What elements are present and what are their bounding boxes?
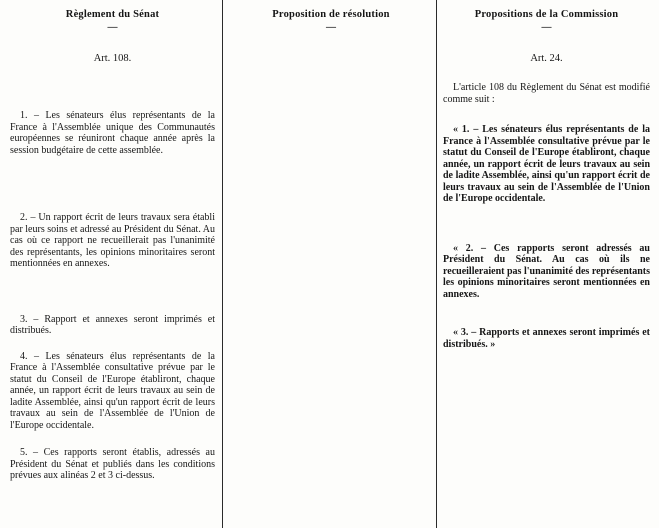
column-divider-right — [436, 0, 437, 528]
paragraph: 2. – Un rapport écrit de leurs travaux sera établi par leurs soins et adressé au Président du Sénat. Au cas où ce rapport ne recueillerait pas l'unanimité des représentants, les opinions minoritaires seront mentionnées en annexes. — [10, 212, 215, 269]
article-heading: Art. 108. — [93, 53, 132, 64]
column-reglement-senat — [10, 0, 215, 528]
paragraph: 1. – Les sénateurs élus représentants de la France à l'Assemblée unique des Communautés européennes se réuniront chaque année après la session budgétaire de cette assemblée. — [10, 110, 215, 156]
column-divider-left — [222, 0, 223, 528]
header-dash: — — [541, 22, 552, 33]
paragraph: « 3. – Rapports et annexes seront imprimés et distribués. » — [443, 327, 650, 350]
column-header: Propositions de la Commission — [474, 9, 619, 20]
paragraph: 3. – Rapport et annexes seront imprimés et distribués. — [10, 313, 215, 336]
column-header: Proposition de résolution — [272, 9, 390, 20]
paragraph: « 2. – Ces rapports seront adressés au Président du Sénat. Au cas où ils ne recueilleraient pas l'unanimité des représentants les opinions minoritaires seront mentionnées en annexes. — [443, 242, 650, 300]
paragraph: 4. – Les sénateurs élus représentants de la France à l'Assemblée consultative prévue par le statut du Conseil de l'Europe établiront, chaque année, un rapport écrit de leurs travaux au sein de ladite Assemblée, ainsi qu'un rapport écrit de leurs travaux au sein de l'Assemblée de l'Union de l'Europe occidentale. — [10, 350, 215, 431]
header-dash: — — [107, 22, 118, 33]
article-heading: Art. 24. — [530, 53, 563, 64]
header-dash: — — [326, 22, 336, 33]
intro-paragraph: L'article 108 du Règlement du Sénat est modifié comme suit : — [443, 82, 650, 105]
paragraph: « 1. – Les sénateurs élus représentants de la France à l'Assemblée consultative prévue par le statut du Conseil de l'Europe établiront, chaque année, un rapport écrit de leurs travaux au sein de ladite Assemblée, ainsi qu'un rapport écrit de leurs travaux au sein de l'Assemblée de l'Union de l'Europe occidentale. — [443, 124, 650, 204]
column-proposition-resolution — [233, 0, 429, 528]
column-propositions-commission — [443, 0, 650, 528]
column-header: Règlement du Sénat — [65, 9, 160, 20]
paragraph: 5. – Ces rapports seront établis, adressés au Président du Sénat et publiés dans les conditions prévues aux alinéas 2 et 3 ci-dessus. — [10, 447, 215, 481]
